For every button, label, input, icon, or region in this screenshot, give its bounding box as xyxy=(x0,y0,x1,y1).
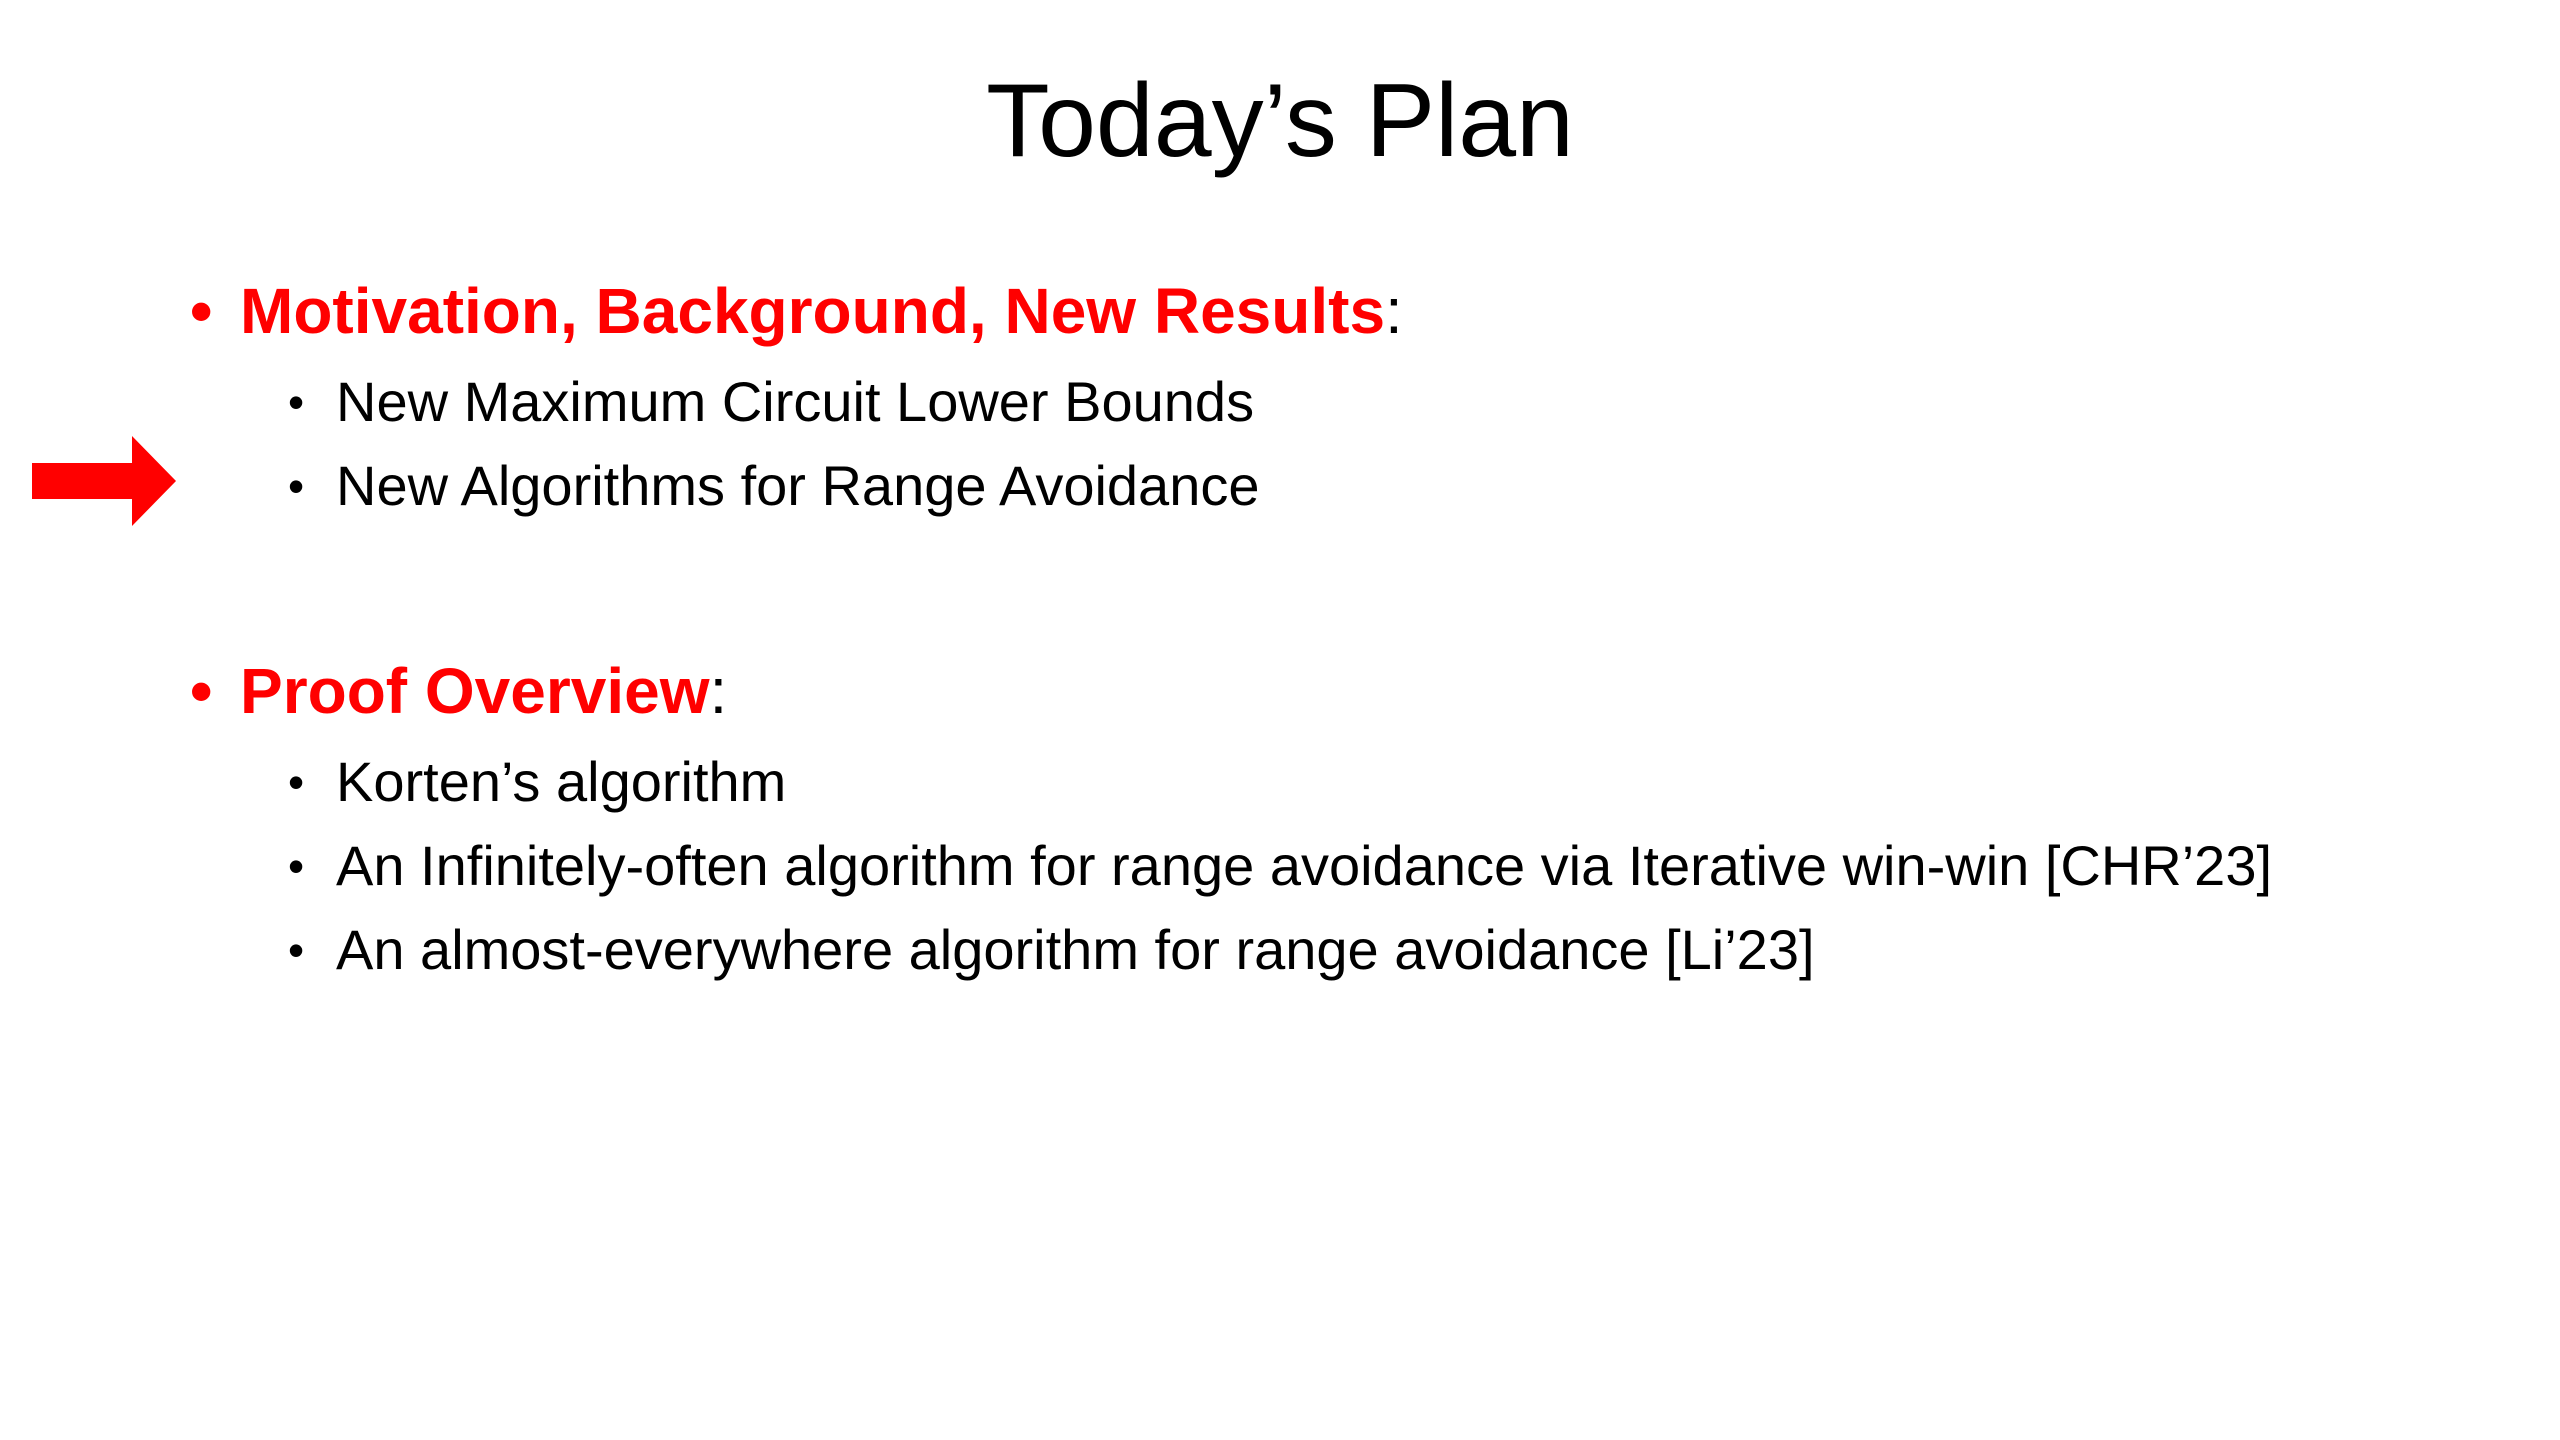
heading-colon: : xyxy=(1385,275,1403,347)
section-motivation xyxy=(190,268,2490,528)
list-item xyxy=(190,360,2490,444)
bullet-icon: • xyxy=(190,275,213,347)
bullet-icon: • xyxy=(288,756,305,808)
bullet-icon: • xyxy=(288,840,305,892)
list-item-text: New Maximum Circuit Lower Bounds xyxy=(336,370,1255,433)
bullet-icon: • xyxy=(288,924,305,976)
list-item xyxy=(190,908,2490,992)
list-item xyxy=(190,740,2490,824)
section-heading: Proof Overview xyxy=(240,655,710,727)
right-arrow-icon xyxy=(32,436,176,526)
section-proof-overview xyxy=(190,648,2490,992)
list-item-text: Korten’s algorithm xyxy=(336,750,787,813)
bullet-icon: • xyxy=(288,460,305,512)
sub-bullet-list xyxy=(190,740,2490,992)
heading-colon: : xyxy=(709,655,728,727)
list-item-text: An Infinitely-often algorithm for range avoidance via Iterative win-win [CHR’23] xyxy=(336,834,2273,897)
section-heading: Motivation, Background, New Results xyxy=(240,275,1386,347)
section-heading-row xyxy=(190,268,2490,354)
bullet-icon: • xyxy=(288,376,305,428)
sub-bullet-list xyxy=(190,360,2490,528)
bullet-icon: • xyxy=(190,655,213,727)
slide-title: Today’s Plan xyxy=(986,63,1574,179)
list-item xyxy=(190,824,2490,908)
list-item xyxy=(190,444,2490,528)
section-heading-row xyxy=(190,648,2490,734)
list-item-text: An almost-everywhere algorithm for range avoidance [Li’23] xyxy=(336,918,1815,981)
list-item-text: New Algorithms for Range Avoidance xyxy=(336,454,1260,517)
